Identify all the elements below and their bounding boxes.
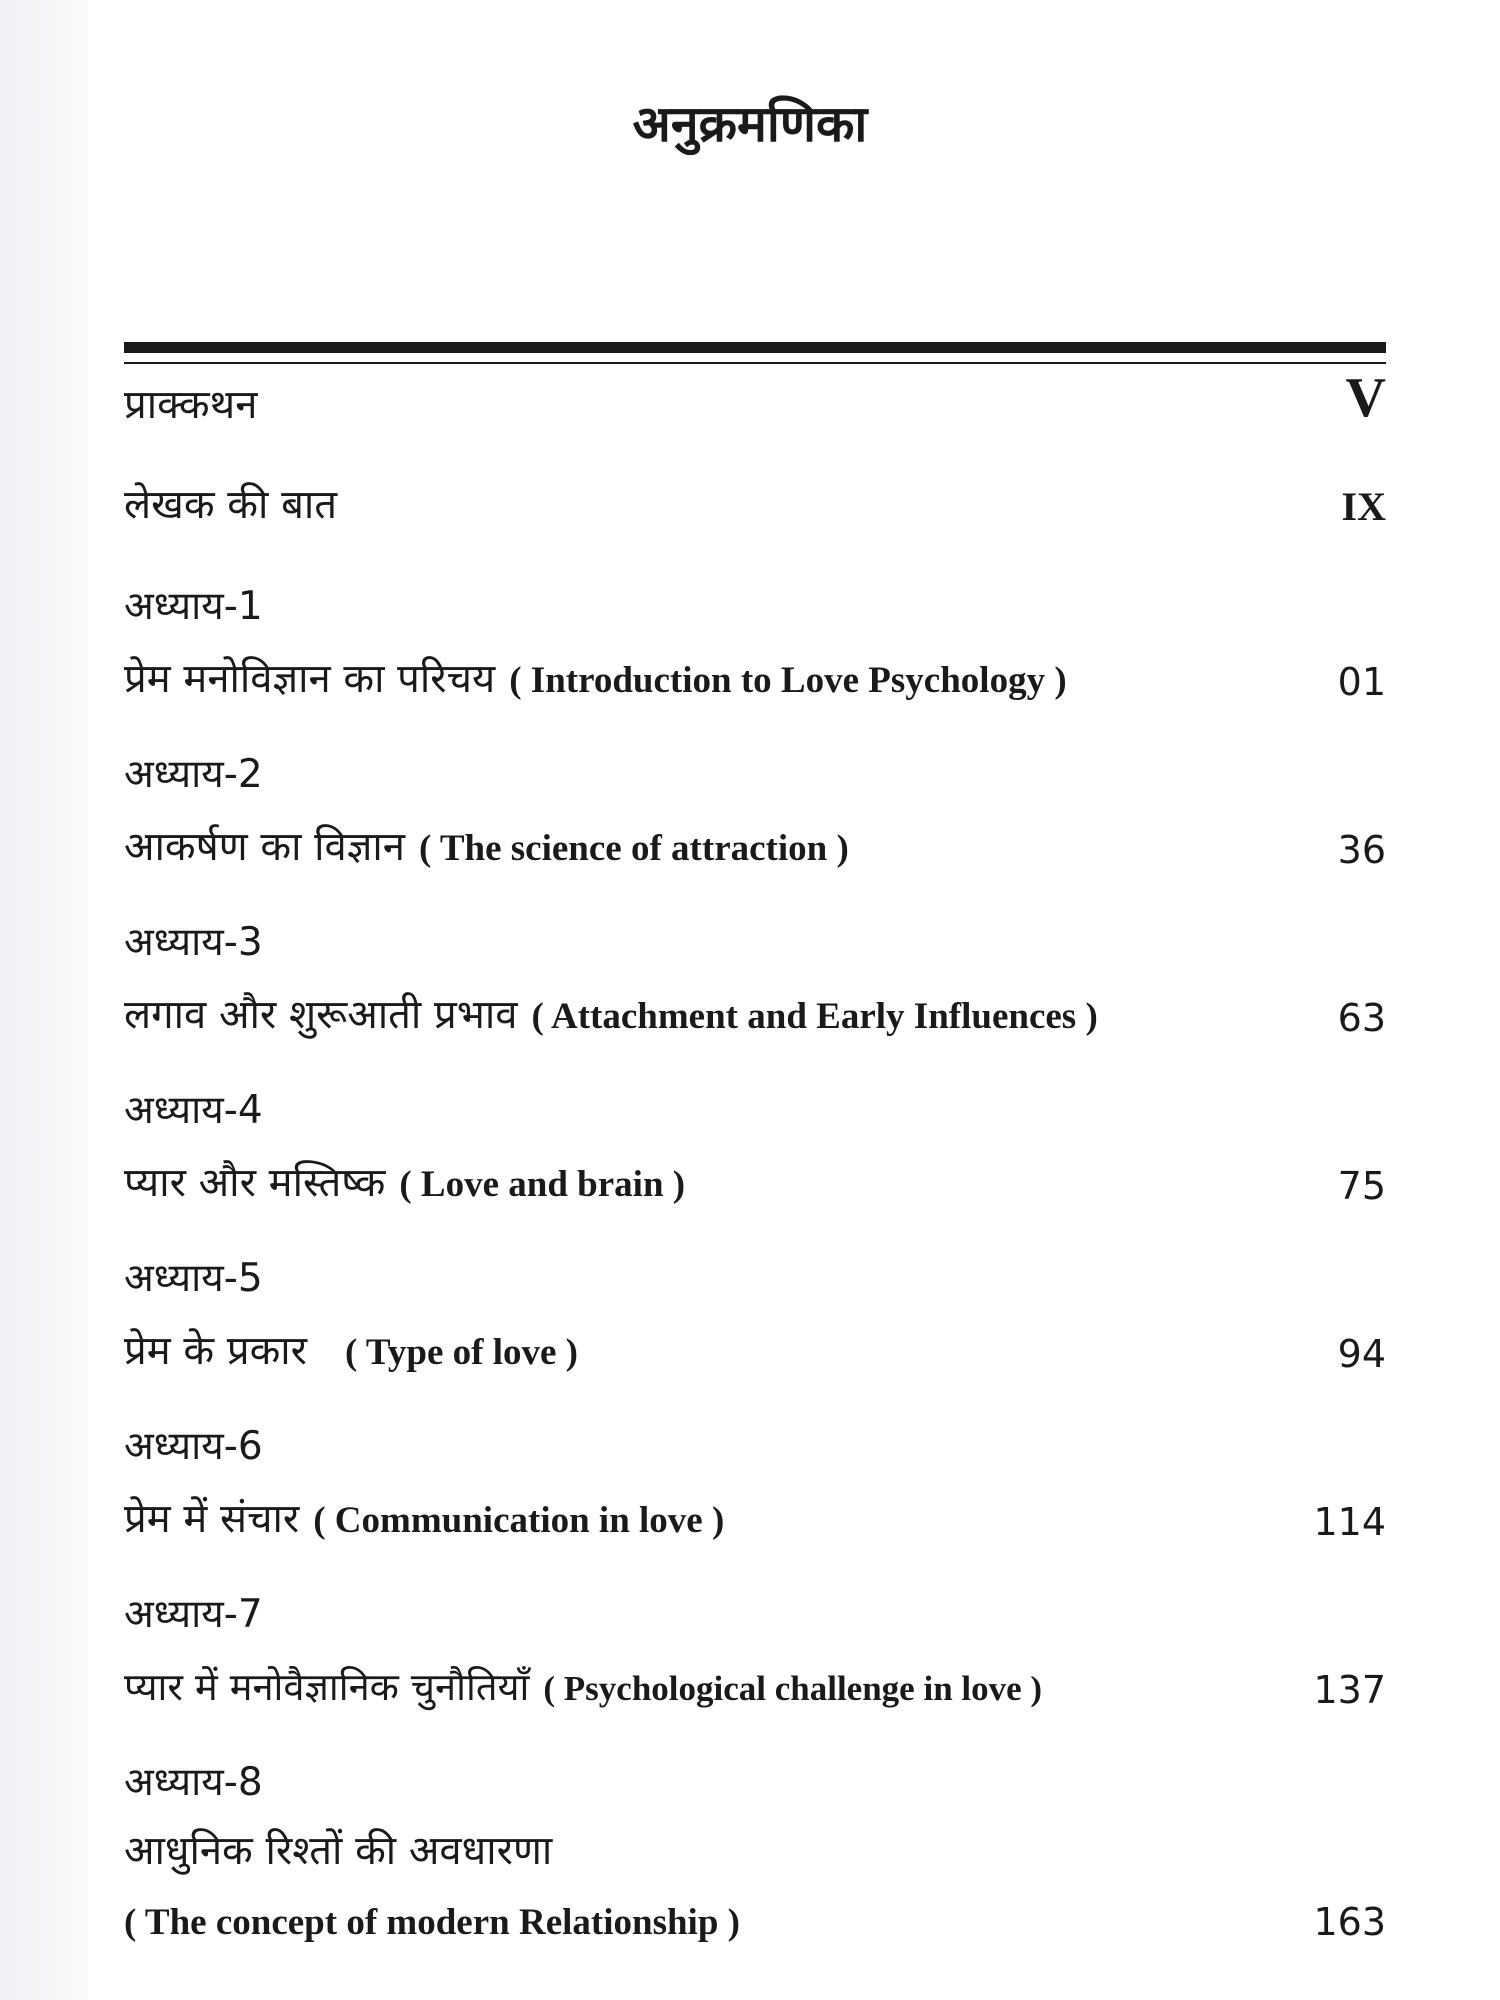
toc-entry-chapter-8-title [124, 1816, 1386, 1876]
toc-entry-chapter-5[interactable] [124, 1312, 1386, 1376]
chapter-label: अध्याय-2 [124, 752, 263, 797]
entry-title: प्राक्कथन [124, 382, 258, 428]
chapter-label: अध्याय-1 [124, 584, 263, 629]
chapter-title-hindi: प्रेम के प्रकार [124, 1328, 308, 1374]
chapter-title-english: ( Love and brain ) [399, 1164, 686, 1205]
page-number: IX [1341, 484, 1386, 529]
chapter-title-hindi: आकर्षण का विज्ञान [124, 824, 405, 870]
chapter-title-hindi: प्रेम में संचार [124, 1496, 300, 1542]
chapter-title-english: ( Psychological challenge in love ) [543, 1669, 1043, 1708]
chapter-title-hindi: प्यार में मनोवैज्ञानिक चुनौतियाँ [124, 1665, 530, 1709]
page-number: V [1345, 367, 1386, 429]
toc-entry-chapter-3[interactable] [124, 976, 1386, 1040]
chapter-title-english: ( Type of love ) [345, 1332, 578, 1373]
page-gutter-shadow [0, 0, 88, 2000]
entry-title: लेखक की बात [124, 482, 338, 528]
page-number: 137 [1313, 1668, 1386, 1712]
toc-entry-author-note[interactable] [124, 466, 1386, 530]
page-number: 94 [1337, 1332, 1386, 1376]
chapter-title-hindi: प्यार और मस्तिष्क [124, 1160, 386, 1206]
page-number: 75 [1337, 1164, 1386, 1208]
page-number: 163 [1313, 1900, 1386, 1944]
toc-entry-chapter-7[interactable] [124, 1648, 1386, 1712]
chapter-label: अध्याय-8 [124, 1760, 263, 1805]
thin-divider [124, 362, 1386, 364]
chapter-title-hindi: लगाव और शुरूआती प्रभाव [124, 992, 518, 1038]
chapter-title-english: ( Attachment and Early Influences ) [531, 996, 1098, 1037]
page-number: 114 [1313, 1500, 1386, 1544]
toc-entry-preface[interactable] [124, 366, 1386, 430]
chapter-label: अध्याय-4 [124, 1088, 263, 1133]
page-number: 01 [1337, 660, 1386, 704]
toc-entry-chapter-6[interactable] [124, 1480, 1386, 1544]
toc-entry-chapter-2[interactable] [124, 808, 1386, 872]
chapter-title-hindi: प्रेम मनोविज्ञान का परिचय [124, 656, 496, 702]
chapter-label: अध्याय-7 [124, 1592, 263, 1637]
chapter-title-english: ( Introduction to Love Psychology ) [509, 660, 1067, 701]
thick-divider [124, 342, 1386, 353]
toc-entry-chapter-1[interactable] [124, 640, 1386, 704]
toc-entry-chapter-4[interactable] [124, 1144, 1386, 1208]
chapter-title-english: ( The concept of modern Relationship ) [124, 1902, 740, 1943]
chapter-title-hindi: आधुनिक रिश्तों की अवधारणा [124, 1828, 553, 1874]
chapter-label: अध्याय-5 [124, 1256, 263, 1301]
page-title: अनुक्रमणिका [632, 95, 868, 153]
page-number: 36 [1337, 828, 1386, 872]
chapter-label: अध्याय-6 [124, 1424, 263, 1469]
chapter-title-english: ( The science of attraction ) [418, 828, 849, 869]
toc-entry-chapter-8[interactable] [124, 1884, 1386, 1944]
chapter-title-english: ( Communication in love ) [313, 1500, 725, 1541]
page-number: 63 [1337, 996, 1386, 1040]
chapter-label: अध्याय-3 [124, 920, 263, 965]
